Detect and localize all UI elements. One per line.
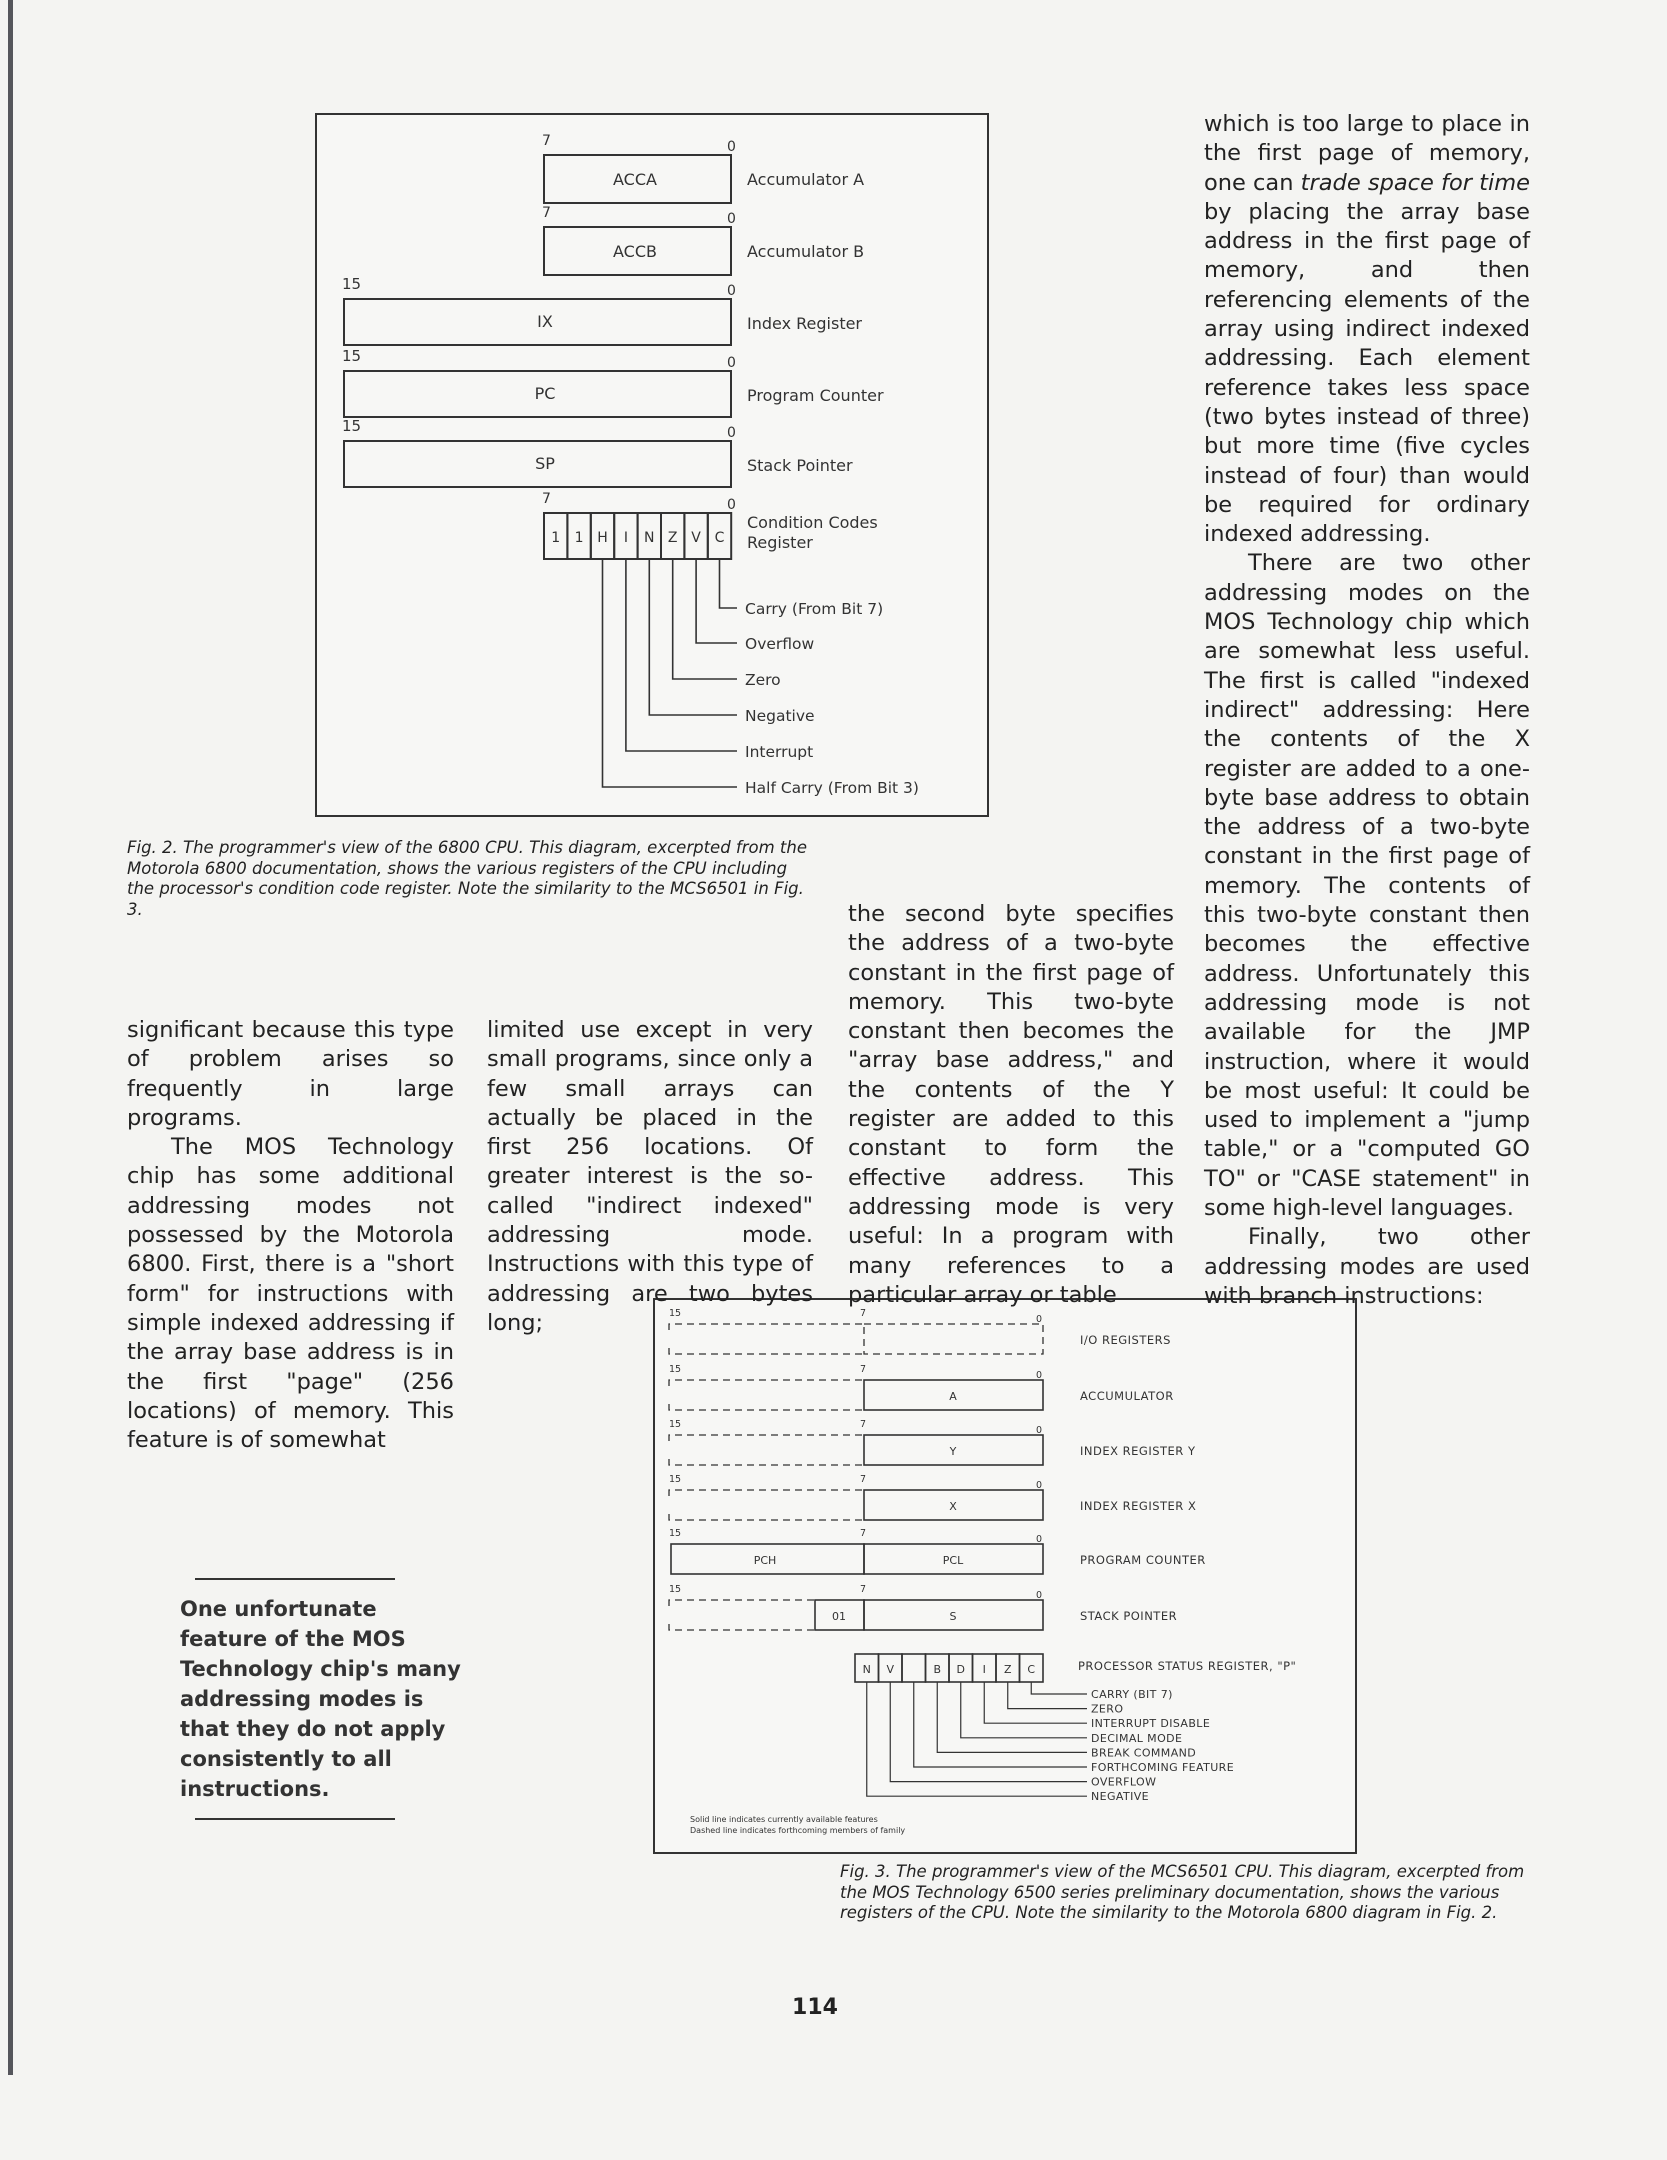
fig2-ix-lo: 0 <box>727 283 736 299</box>
fig2-ix-hi: 15 <box>342 275 362 293</box>
fig3-register-box <box>864 1324 1043 1354</box>
col3-paragraph-1: the second byte specifies the address of a two-byte constant in the first page of memory. This two-byte constant then becomes the "array base address," and the contents of the Y register are added to this constant to form the effective address. This addressing mode is very useful: In a program with many references to a particular array or table <box>848 901 1174 1308</box>
fig2-sp-hi: 15 <box>342 417 362 435</box>
fig3-status-bit: C <box>1027 1663 1036 1676</box>
fig3-dashed-lower <box>669 1404 864 1410</box>
figure-2 <box>315 113 989 817</box>
fig3-flag-label: BREAK COMMAND <box>1091 1746 1197 1760</box>
fig3-flag-label: ZERO <box>1091 1702 1124 1716</box>
fig3-bit-hi: 15 <box>669 1364 682 1375</box>
fig2-pc-hi: 15 <box>342 347 362 365</box>
fig3-bit-hi: 15 <box>669 1419 682 1430</box>
pull-quote-text: One unfortunate feature of the MOS Technology chip's many addressing modes is that they do not apply consistently to all instructions. <box>180 1597 461 1801</box>
fig2-flag-leaders <box>603 559 919 797</box>
fig3-bit-lo: 0 <box>1036 1480 1043 1491</box>
fig3-flag-label: FORTHCOMING FEATURE <box>1091 1761 1235 1774</box>
fig3-flag-leader <box>1031 1682 1087 1694</box>
fig3-status-label: PROCESSOR STATUS REGISTER, "P" <box>1078 1659 1297 1673</box>
fig3-bit-lo: 0 <box>1036 1314 1043 1325</box>
fig3-pch-name: PCH <box>753 1554 777 1567</box>
fig3-dashed-lower <box>669 1624 815 1630</box>
col4-p1-end: by placing the array base address in the first page of memory, and then referencing elements of the array using indirect indexed addressing. Each element reference takes less space (two bytes instead of three) but more time (five cycles instead of four) than would be required for ordinary indexed addressing. <box>1204 198 1530 548</box>
fig3-bit-mid: 7 <box>860 1474 867 1485</box>
fig3-bit-mid: 7 <box>860 1584 867 1595</box>
fig3-pcl-name: PCL <box>942 1554 964 1567</box>
fig2-ix-name: IX <box>537 312 553 331</box>
page-number: 114 <box>792 1995 838 2020</box>
fig3-register-name: X <box>949 1500 957 1513</box>
fig3-status-bit: D <box>956 1663 965 1676</box>
text-column-2 <box>487 1016 813 1338</box>
fig2-pc-label: Program Counter <box>747 386 884 405</box>
fig2-sp-lo: 0 <box>727 425 736 441</box>
fig3-register-name: Y <box>949 1445 957 1458</box>
col4-paragraph-2: There are two other addressing modes on the MOS Technology chip which are somewhat less useful. The first is called "indexed indirect" addressing: Here the contents of the X register are added to a one-byte base address to obtain the address of a two-byte constant in the first page of memory. The contents of this two-byte constant then becomes the effective address. Unfortunately this addressing mode is not available for the JMP instruction, where it would be most useful: It could be used to implement a "jump table," or a "computed GO TO" or "CASE statement" in some high-level languages. <box>1204 550 1530 1221</box>
fig3-dashed-upper <box>669 1380 864 1386</box>
fig3-bit-mid: 7 <box>860 1528 867 1539</box>
fig2-accb-label: Accumulator B <box>747 242 865 261</box>
fig2-sp-name: SP <box>535 454 555 473</box>
col4-p1-start: which is too large to place in the first page of memory, one can <box>1204 111 1530 196</box>
fig3-flag-leader <box>937 1682 1087 1752</box>
fig3-status-bit: B <box>933 1663 942 1676</box>
text-column-3 <box>848 900 1174 1310</box>
col4-paragraph-1 <box>1204 110 1530 549</box>
col4-p1-emphasis: trade space for time <box>1300 169 1531 196</box>
fig2-flag-label: Negative <box>745 707 815 725</box>
fig2-flag-leader <box>673 559 737 679</box>
fig3-bit-hi: 15 <box>669 1528 682 1539</box>
pull-quote-bottom-rule <box>195 1818 395 1820</box>
fig2-flag-label: Zero <box>745 671 781 689</box>
fig3-dashed-lower <box>669 1348 864 1354</box>
fig3-flag-leader <box>984 1682 1087 1723</box>
figure-3-diagram <box>655 1300 1355 1852</box>
fig3-status-bit: Z <box>1003 1663 1012 1676</box>
fig3-bit-lo: 0 <box>1036 1590 1043 1601</box>
fig3-legend-1: Solid line indicates currently available features <box>690 1815 878 1824</box>
fig2-ccr-bit: V <box>691 530 701 546</box>
fig3-flag-label: DECIMAL MODE <box>1091 1731 1183 1745</box>
fig3-bit-lo: 0 <box>1036 1534 1043 1545</box>
pull-quote-top-rule <box>195 1578 395 1580</box>
fig2-acca-name: ACCA <box>613 170 657 189</box>
fig2-flag-leader <box>720 559 738 608</box>
fig3-status-bit: N <box>862 1663 871 1676</box>
fig2-ccr-label-2: Register <box>747 533 813 552</box>
fig2-flag-label: Half Carry (From Bit 3) <box>745 779 919 797</box>
fig3-bit-mid: 7 <box>860 1419 867 1430</box>
fig2-ccr-bit: I <box>623 530 628 546</box>
fig3-register-label: INDEX REGISTER Y <box>1080 1444 1196 1458</box>
fig3-dashed-lower <box>669 1514 864 1520</box>
fig3-dashed-lower <box>669 1459 864 1465</box>
fig2-flag-leader <box>696 559 737 643</box>
fig3-register-label: STACK POINTER <box>1080 1609 1178 1623</box>
fig3-caption: Fig. 3. The programmer's view of the MCS6501 CPU. This diagram, excerpted from the MOS Technology 6500 series preliminary documentation, shows the various registers of the CPU. Note the similarity to the Motorola 6800 diagram in Fig. 2. <box>840 1862 1525 1922</box>
fig3-bit-hi: 15 <box>669 1474 682 1485</box>
fig3-status-bit: V <box>886 1663 895 1676</box>
fig2-ccr-cells <box>544 513 731 559</box>
fig3-flag-label: NEGATIVE <box>1091 1790 1150 1804</box>
fig2-acca-label: Accumulator A <box>747 170 865 189</box>
fig2-accb-hi: 7 <box>542 205 551 221</box>
fig3-stack-prefix: 01 <box>832 1610 846 1623</box>
fig3-dashed-upper <box>669 1490 864 1496</box>
fig2-accb-name: ACCB <box>613 242 657 261</box>
fig3-bit-hi: 15 <box>669 1584 682 1595</box>
fig3-status-bit: I <box>982 1663 986 1676</box>
fig3-status-register <box>855 1654 1234 1803</box>
fig2-flag-label: Carry (From Bit 7) <box>745 600 884 618</box>
col4-paragraph-3: Finally, two other addressing modes are used with branch instructions: <box>1204 1224 1530 1309</box>
fig3-register-label: PROGRAM COUNTER <box>1080 1553 1206 1567</box>
fig2-ccr-bit: Z <box>667 530 678 546</box>
fig2-pc-lo: 0 <box>727 355 736 371</box>
col2-paragraph-1: limited use except in very small programs, since only a few small arrays can actually be placed in the first 256 locations. Of greater interest is the so-called "indirect indexed" addressing mode. Instructions with this type of addressing are two bytes long; <box>487 1017 813 1336</box>
fig2-ccr-hi: 7 <box>542 491 551 507</box>
fig2-acca-hi: 7 <box>542 133 551 149</box>
fig3-dashed-upper <box>669 1600 815 1606</box>
fig3-register-label: I/O REGISTERS <box>1080 1333 1171 1347</box>
fig2-flag-label: Overflow <box>745 635 815 653</box>
fig3-bit-lo: 0 <box>1036 1425 1043 1436</box>
fig2-ccr-bit: H <box>597 530 608 546</box>
fig2-ccr-bit: 1 <box>574 530 584 546</box>
fig2-ccr-bit: N <box>644 530 655 546</box>
page-edge-bar <box>8 0 13 2075</box>
figure-2-diagram <box>317 115 987 815</box>
fig2-ccr-lo: 0 <box>727 497 736 513</box>
fig2-pc-name: PC <box>534 384 556 403</box>
fig3-legend-2: Dashed line indicates forthcoming members of family <box>690 1826 906 1835</box>
figure-3 <box>653 1298 1357 1854</box>
fig2-ccr-bit: 1 <box>551 530 561 546</box>
col1-paragraph-1: significant because this type of problem arises so frequently in large programs. <box>127 1017 454 1131</box>
fig2-accb-lo: 0 <box>727 211 736 227</box>
fig2-flag-leader <box>603 559 738 787</box>
fig3-flag-leader <box>867 1682 1087 1796</box>
fig2-ix-label: Index Register <box>747 314 863 333</box>
text-column-4 <box>1204 110 1530 1311</box>
fig2-ccr-label-1: Condition Codes <box>747 513 878 532</box>
fig3-register-name: A <box>949 1390 957 1403</box>
pull-quote <box>180 1578 470 1820</box>
fig3-bit-mid: 7 <box>860 1308 867 1319</box>
fig3-bit-lo: 0 <box>1036 1370 1043 1381</box>
fig3-bit-hi: 15 <box>669 1308 682 1319</box>
fig3-flag-label: CARRY (BIT 7) <box>1091 1688 1173 1701</box>
fig3-bit-mid: 7 <box>860 1364 867 1375</box>
fig3-status-bit-cell <box>902 1654 926 1682</box>
fig3-register-label: ACCUMULATOR <box>1080 1389 1174 1403</box>
fig3-flag-leader <box>961 1682 1087 1738</box>
fig3-dashed-upper <box>669 1435 864 1441</box>
fig2-flag-leader <box>626 559 737 751</box>
fig2-sp-label: Stack Pointer <box>747 456 853 475</box>
fig3-register-name: S <box>949 1610 957 1623</box>
text-column-1 <box>127 1016 454 1455</box>
fig3-registers <box>669 1308 1206 1630</box>
fig2-flag-label: Interrupt <box>745 743 814 761</box>
fig2-acca-lo: 0 <box>727 139 736 155</box>
fig3-flag-label: INTERRUPT DISABLE <box>1091 1717 1211 1731</box>
fig3-flag-leader <box>1008 1682 1087 1709</box>
fig3-register-label: INDEX REGISTER X <box>1080 1499 1197 1513</box>
fig2-ccr-bit: C <box>714 530 725 546</box>
fig2-caption: Fig. 2. The programmer's view of the 6800 CPU. This diagram, excerpted from the Motorola 6800 documentation, shows the various registers of the CPU including the processor's condition code register. Note the similarity to the MCS6501 in Fig. 3. <box>127 838 808 919</box>
col1-paragraph-2: The MOS Technology chip has some additional addressing modes not possessed by the Motorola 6800. First, there is a "short form" for instructions with simple indexed addressing if the array base address is in the first "page" (256 locations) of memory. This feature is of somewhat <box>127 1134 454 1454</box>
fig3-flag-label: OVERFLOW <box>1091 1775 1157 1789</box>
fig3-flag-leader <box>914 1682 1087 1767</box>
fig2-flag-leader <box>649 559 737 715</box>
